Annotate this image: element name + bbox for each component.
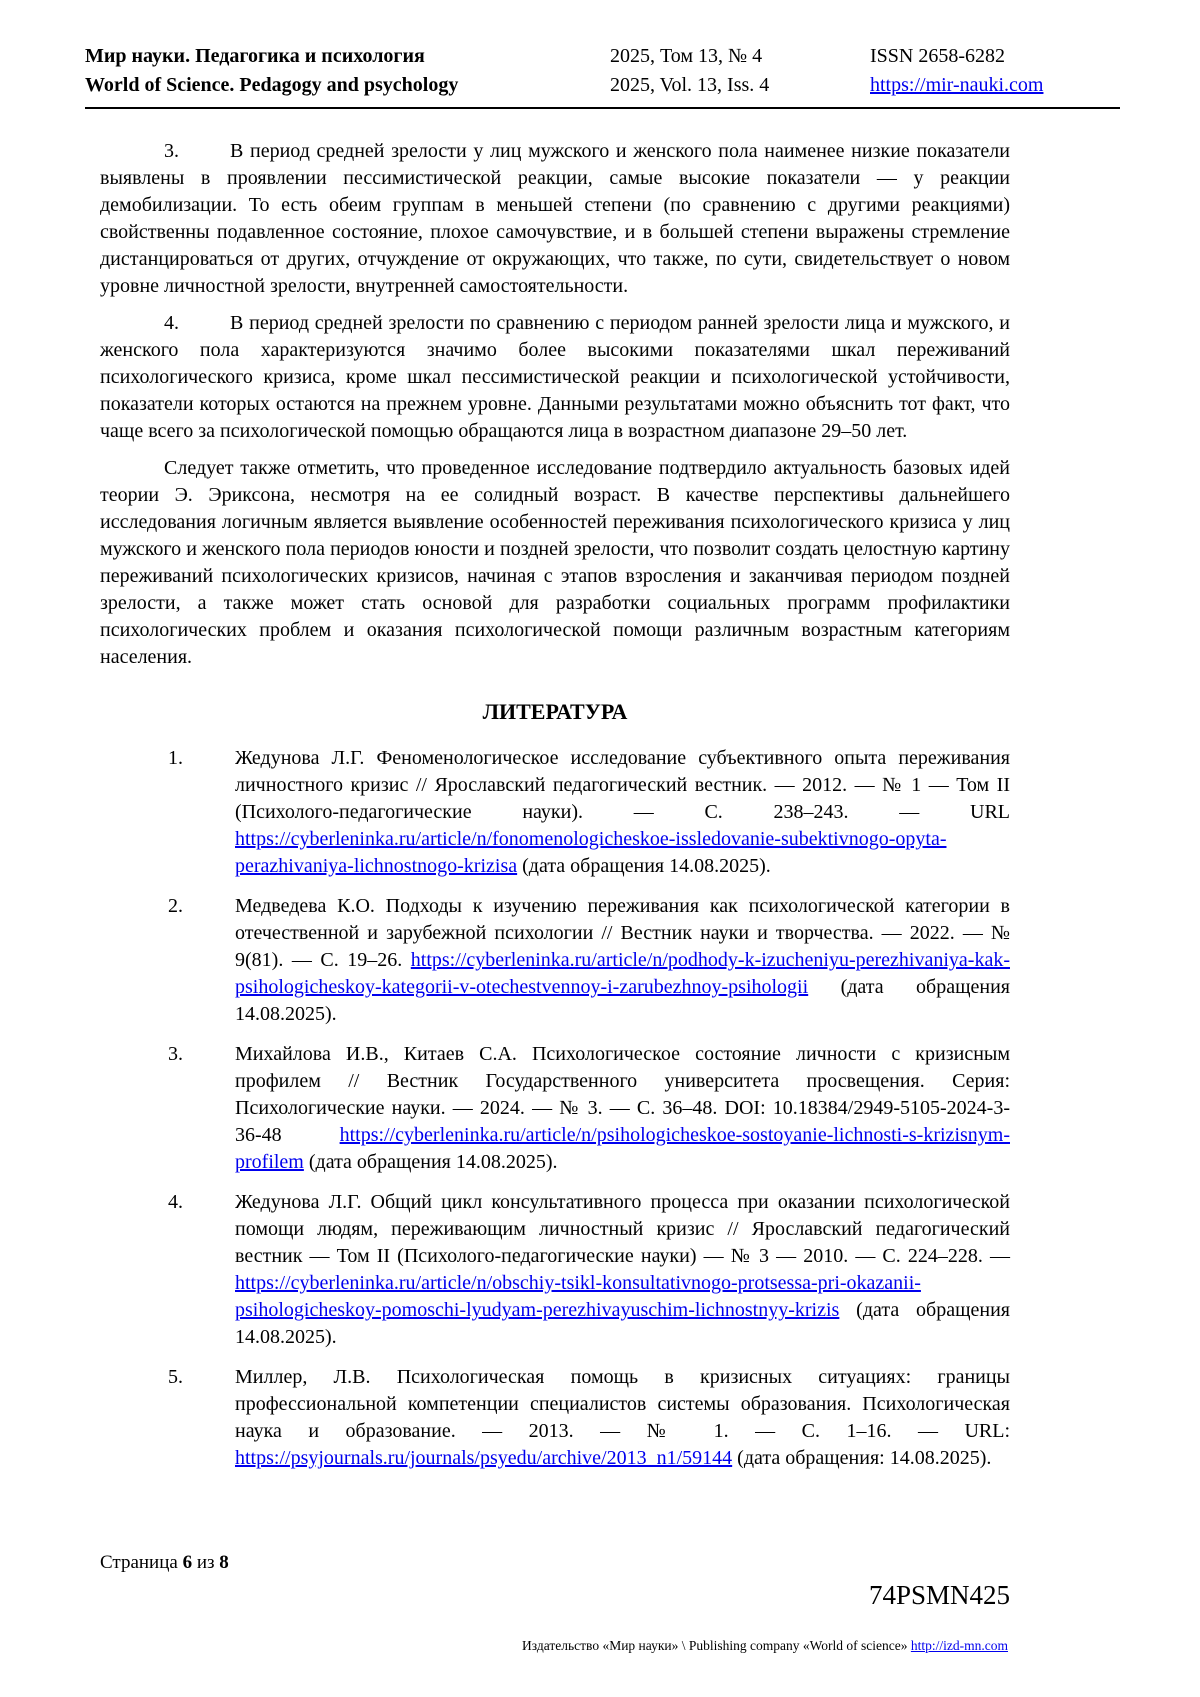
- reference-link[interactable]: https://cyberleninka.ru/article/n/psihologicheskoe-sostoyanie-lichnosti-s-krizisnym-profilem: [235, 1124, 1010, 1173]
- issn-label: ISSN 2658-6282: [870, 45, 1006, 67]
- of-word: из: [196, 1552, 215, 1573]
- journal-title-ru: Мир науки. Педагогика и психология: [85, 45, 425, 67]
- paragraph-text: В период средней зрелости по сравнению с периодом ранней зрелости лица и мужского, и женского пола характеризуются значимо более высокими показателями шкал переживаний психологического кризиса, кроме шкал пессимистической реакции и психологической устойчивости, показатели которых остаются на прежнем уровне. Данными результатами можно объяснить тот факт, что чаще всего за психологической помощью обращаются лица в возрастном диапазоне 29–50 лет.: [100, 312, 1010, 442]
- literature-heading: ЛИТЕРАТУРА: [482, 699, 628, 724]
- reference-text: (дата обращения: 14.08.2025).: [732, 1447, 992, 1469]
- issue-volume-en: 2025, Vol. 13, Iss. 4: [610, 74, 770, 96]
- issn-block: [870, 42, 1120, 100]
- publisher-link[interactable]: http://izd-mn.com: [910, 1638, 1008, 1653]
- paragraph: [100, 310, 1010, 445]
- reference-number: 2.: [168, 895, 183, 917]
- publisher-line: [522, 1638, 1008, 1654]
- paragraph-number: 4.: [164, 312, 179, 334]
- references-list: [100, 745, 1010, 1472]
- reference-text: (дата обращения 14.08.2025).: [235, 1299, 1010, 1348]
- paragraph-number: 3.: [164, 140, 179, 162]
- publisher-text: Издательство «Мир науки» \ Publishing company «World of science»: [522, 1638, 908, 1653]
- reference-text: (дата обращения 14.08.2025).: [517, 855, 771, 877]
- journal-site-link[interactable]: https://mir-nauki.com: [870, 74, 1044, 96]
- article-code: 74PSMN425: [868, 1580, 1010, 1610]
- issue-volume-ru: 2025, Том 13, № 4: [610, 45, 763, 67]
- reference-link[interactable]: https://cyberleninka.ru/article/n/obschiy-tsikl-konsultativnogo-protsessa-pri-okazanii-psihologicheskoy-pomoschi-lyudyam-perezhivayuschim-lichnostnyy-krizis: [235, 1272, 921, 1321]
- reference-number: 1.: [168, 747, 183, 769]
- reference-text: Михайлова И.В., Китаев С.А. Психологическое состояние личности с кризисным профилем // Вестник Государственного университета просвещения. Серия: Психологические науки. — 2024. — № 3. — С. 36–48. DOI: 10.18384/2949-5105-2024-3-36-48: [235, 1043, 1010, 1146]
- reference-text: (дата обращения 14.08.2025).: [235, 976, 1010, 1025]
- journal-titles: [85, 42, 610, 100]
- reference-number: 3.: [168, 1043, 183, 1065]
- reference-link[interactable]: https://psyjournals.ru/journals/psyedu/archive/2013_n1/59144: [235, 1447, 733, 1469]
- reference-text: Жедунова Л.Г. Феноменологическое исследование субъективного опыта переживания личностного кризис // Ярославский педагогический вестник. — 2012. — № 1 — Том II (Психолого-педагогические науки). — С. 238–243. — URL: [235, 747, 1010, 823]
- reference-number: 4.: [168, 1191, 183, 1213]
- page-indicator: [100, 1552, 229, 1574]
- paragraph-text: В период средней зрелости у лиц мужского и женского пола наименее низкие показатели выявлены в проявлении пессимистической реакции, самые высокие показатели — у реакции демобилизации. То есть обеим группам в меньшей степени (по сравнению с другими реакциями) свойственны подавленное состояние, плохое самочувствие, и в большей степени выражены стремление дистанцироваться от других, отчуждение от окружающих, что также, по сути, свидетельствует о новом уровне личностной зрелости, внутренней самостоятельности.: [100, 140, 1010, 297]
- reference-item: [168, 745, 1010, 880]
- reference-text: Медведева К.О. Подходы к изучению переживания как психологической категории в отечественной и зарубежной психологии // Вестник науки и творчества. — 2022. — № 9(81). — С. 19–26.: [235, 895, 1010, 971]
- reference-text: Жедунова Л.Г. Общий цикл консультативного процесса при оказании психологической помощи людям, переживающим личностный кризис // Ярославский педагогический вестник — Том II (Психолого-педагогические науки) — № 3 — 2010. — С. 224–228. —: [235, 1191, 1010, 1267]
- reference-item: [168, 1364, 1010, 1472]
- page-word: Страница: [100, 1552, 178, 1573]
- reference-item: [168, 1189, 1010, 1351]
- issue-info: [610, 42, 870, 100]
- journal-title-en: World of Science. Pedagogy and psychology: [85, 74, 459, 96]
- paragraph: [100, 138, 1010, 300]
- reference-item: [168, 1041, 1010, 1176]
- reference-text: (дата обращения 14.08.2025).: [303, 1151, 558, 1173]
- document-body: [100, 138, 1010, 1485]
- reference-item: [168, 893, 1010, 1028]
- reference-link[interactable]: https://cyberleninka.ru/article/n/fonomenologicheskoe-issledovanie-subektivnogo-opyta-perazhivaniya-lichnostnogo-krizisa: [235, 828, 947, 877]
- reference-number: 5.: [168, 1366, 183, 1388]
- reference-text: Миллер, Л.В. Психологическая помощь в кризисных ситуациях: границы профессиональной компетенции специалистов системы образования. Психологическая наука и образование. — 2013. — № 1. — С. 1–16. — URL:: [235, 1366, 1010, 1442]
- paragraph: [100, 455, 1010, 671]
- paragraph-text: Следует также отметить, что проведенное исследование подтвердило актуальность базовых идей теории Э. Эриксона, несмотря на ее солидный возраст. В качестве перспективы дальнейшего исследования логичным является выявление особенностей переживания психологического кризиса у лиц мужского и женского пола периодов юности и поздней зрелости, что позволит создать целостную картину переживаний психологических кризисов, начиная с этапов взросления и заканчивая периодом поздней зрелости, а также может стать основой для разработки социальных программ профилактики психологических проблем и оказания психологической помощи различным возрастным категориям населения.: [100, 457, 1010, 668]
- reference-link[interactable]: https://cyberleninka.ru/article/n/podhody-k-izucheniyu-perezhivaniya-kak-psihologicheskoy-kategorii-v-otechestvennoy-i-zarubezhnoy-psihologii: [235, 949, 1010, 998]
- page-number: 6: [182, 1552, 193, 1573]
- total-pages: 8: [219, 1552, 229, 1573]
- page-header: [85, 42, 1120, 109]
